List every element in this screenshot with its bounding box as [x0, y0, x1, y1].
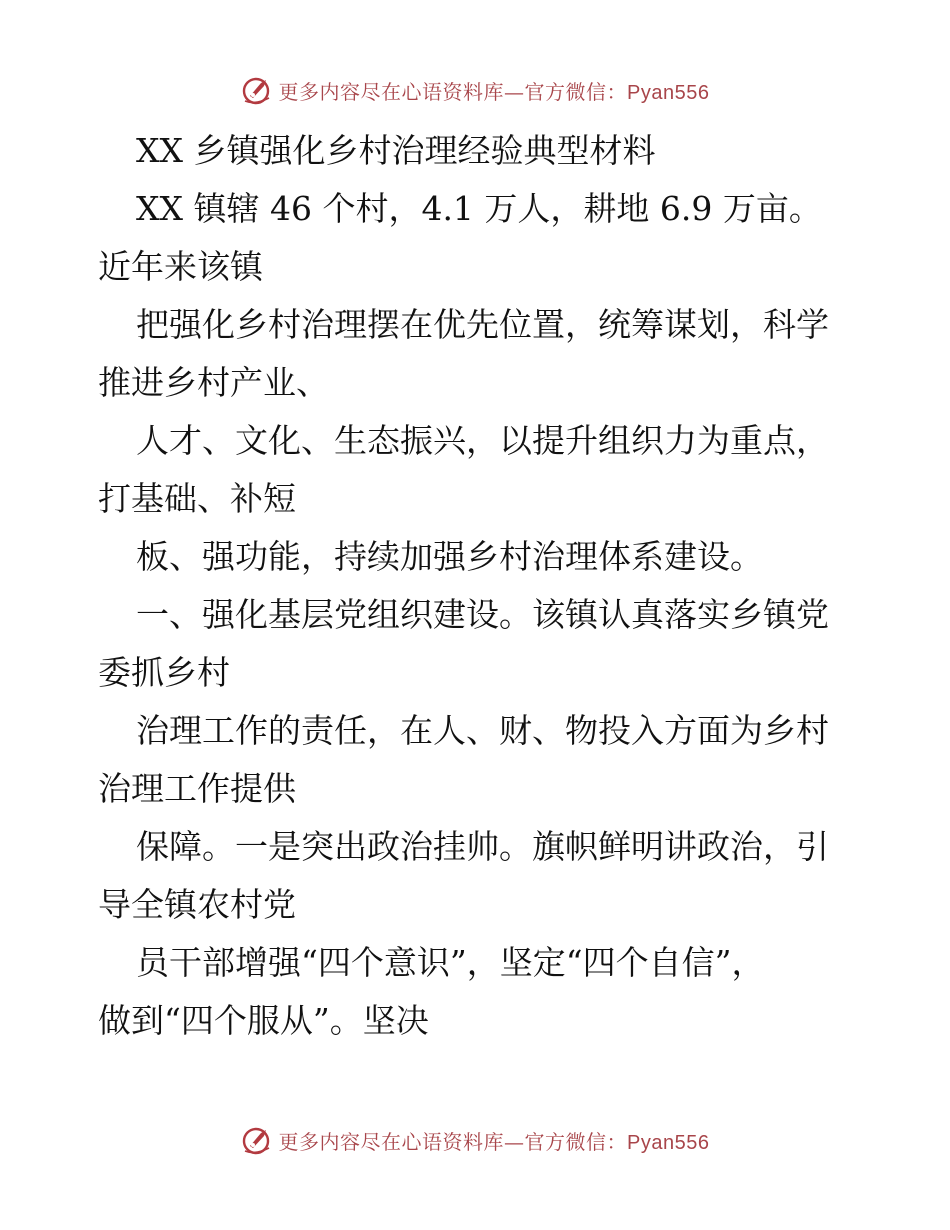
paragraph-line: 做到“四个服从”。坚决	[98, 1001, 429, 1040]
watermark-wechat-id: Pyan556	[627, 81, 710, 104]
paragraph-line: 治理工作的责任，在人、财、物投入方面为乡村	[136, 711, 829, 750]
document-body	[98, 122, 858, 1050]
paragraph-line: 把强化乡村治理摆在优先位置，统筹谋划，科学	[136, 305, 829, 344]
paragraph-line: 推进乡村产业、	[98, 363, 329, 402]
paragraph-line: 板、强功能，持续加强乡村治理体系建设。	[136, 537, 763, 576]
paragraph-line: 打基础、补短	[98, 479, 296, 518]
paragraph-line: XX 镇辖 46 个村，4.1 万人，耕地 6.9 万亩。	[136, 189, 822, 228]
watermark-text	[279, 76, 710, 105]
document-title: XX 乡镇强化乡村治理经验典型材料	[136, 131, 656, 170]
paragraph-line: 员干部增强“四个意识”，坚定“四个自信”，	[136, 943, 765, 982]
watermark-wechat-id: Pyan556	[627, 1131, 710, 1154]
paragraph-line: 委抓乡村	[98, 653, 230, 692]
paragraph-line: 近年来该镇	[98, 247, 263, 286]
paragraph-line: 保障。一是突出政治挂帅。旗帜鲜明讲政治，引	[136, 827, 829, 866]
paragraph-line: 导全镇农村党	[98, 885, 296, 924]
footer-watermark-banner	[0, 1120, 950, 1160]
paragraph-line: 治理工作提供	[98, 769, 296, 808]
pen-nib-logo-icon	[241, 1124, 275, 1156]
paragraph-line: 人才、文化、生态振兴，以提升组织力为重点，	[136, 421, 829, 460]
header-watermark-banner	[0, 70, 950, 110]
watermark-text-cn: 更多内容尽在心语资料库—官方微信：	[278, 1129, 628, 1154]
pen-nib-logo-icon	[241, 74, 275, 106]
watermark-text	[279, 1126, 710, 1155]
watermark-text-cn: 更多内容尽在心语资料库—官方微信：	[278, 79, 628, 104]
paragraph-line: 一、强化基层党组织建设。该镇认真落实乡镇党	[136, 595, 829, 634]
